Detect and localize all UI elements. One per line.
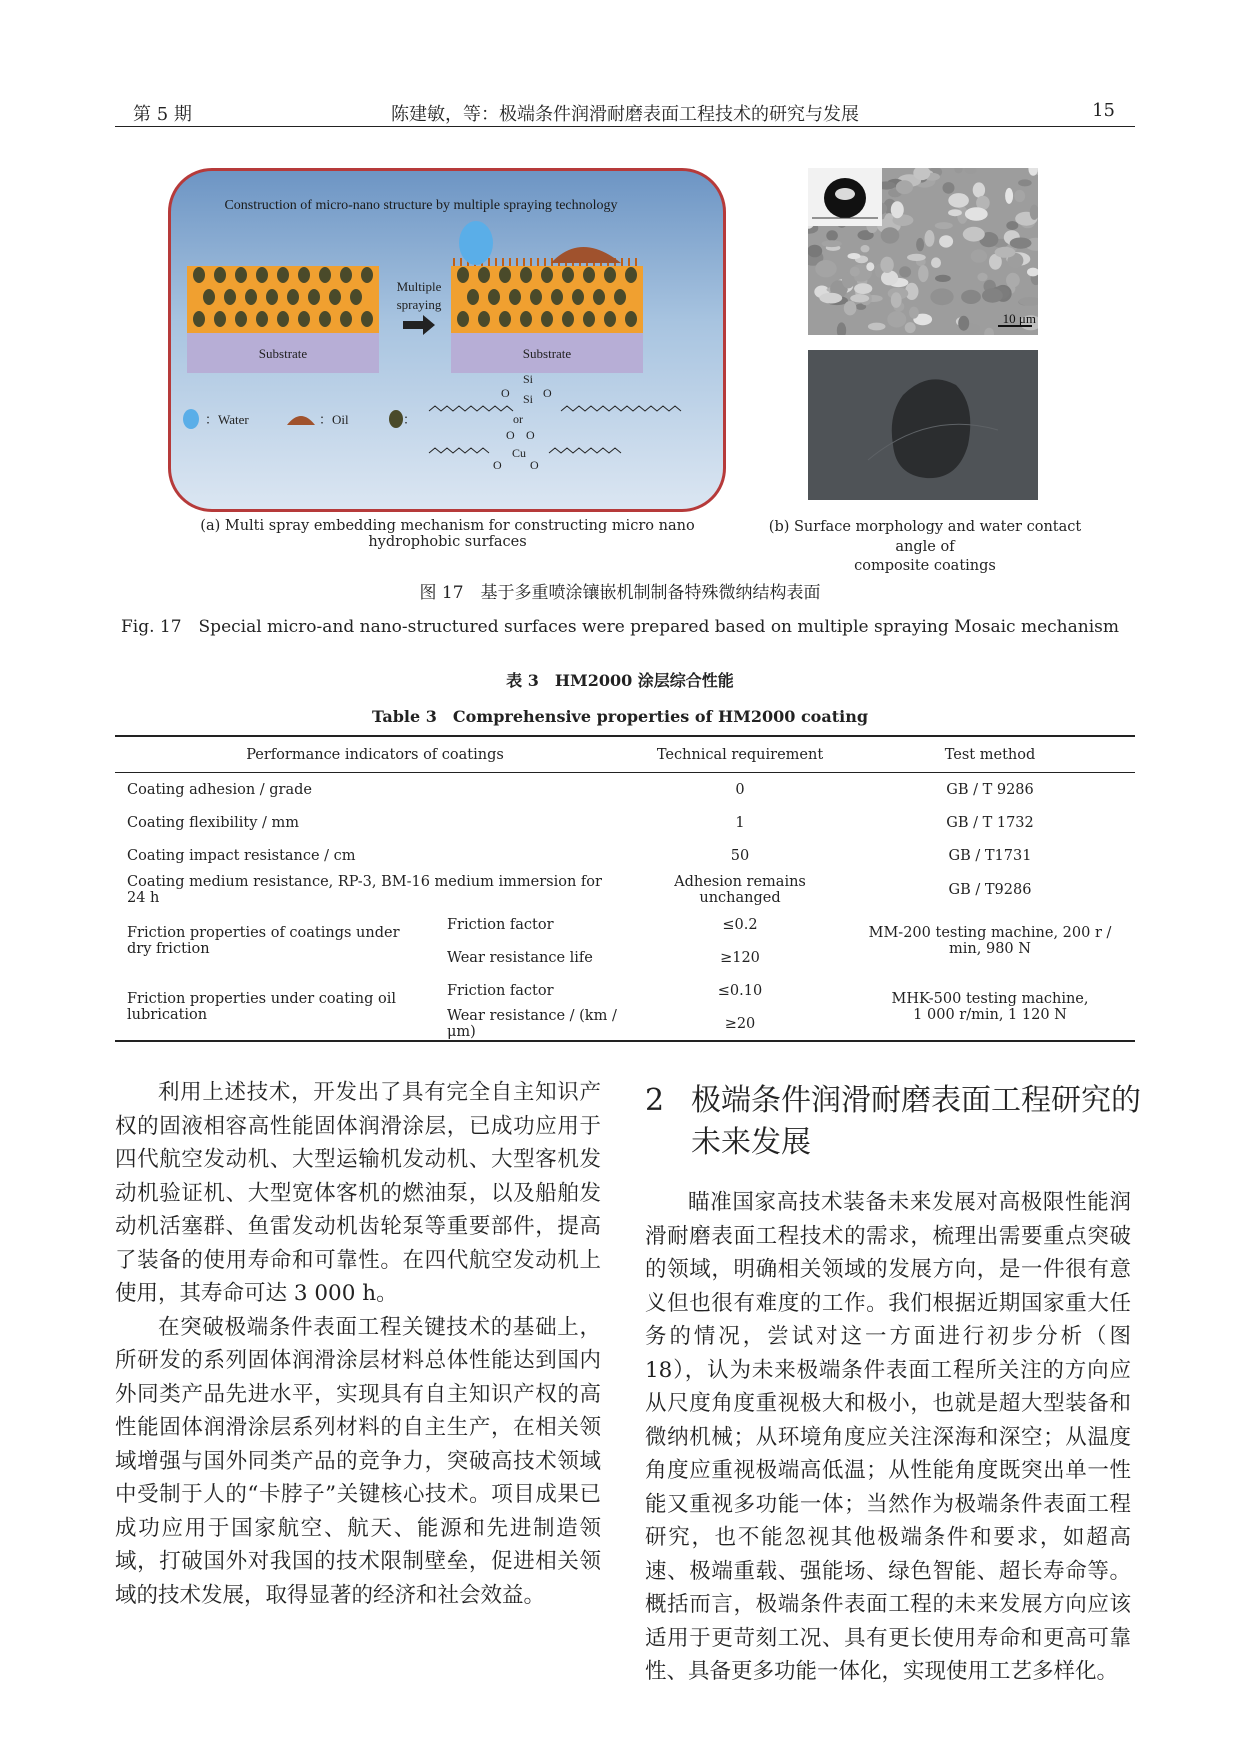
table-cell: 0 [735,781,745,798]
particle [541,267,553,283]
sem-grain [896,180,913,194]
particle [509,289,521,305]
particle [298,267,310,283]
table-cell: Coating flexibility / mm [127,814,300,831]
particle [224,289,236,305]
table-caption-en: Table 3 Comprehensive properties of HM2000 coating [371,707,869,726]
table-cell-line: unchanged [699,890,781,906]
table-header: Technical requirement [635,736,845,773]
particle [457,267,469,283]
left-column [115,1076,601,1612]
running-title: 陈建敏，等：极端条件润滑耐磨表面工程技术的研究与发展 [391,104,859,125]
table-cell: Friction factor [447,916,554,933]
properties-table [115,735,1135,1042]
table-cell: 1 [735,814,745,831]
particle [530,289,542,305]
alkyl-chain-1 [429,406,513,411]
table-cell: Wear resistance / (km / μm) [447,1007,617,1040]
sem-grain [907,254,926,261]
legend-particle: ： [403,412,417,427]
sem-grain [905,322,916,333]
page-number: 15 [1092,100,1115,121]
particle [319,311,331,327]
table-cell [635,872,845,908]
table-cell: Wear resistance life [447,949,593,966]
figure-caption-en: Fig. 17 Special micro-and nano-structured surfaces were prepared based on multiple spraying Mosaic mechanism [120,617,1119,637]
sem-grain [971,249,987,262]
table-cell: GB / T 1732 [946,814,1034,831]
table-cell: 50 [730,847,750,864]
particle [256,311,268,327]
particle [256,267,268,283]
alkyl-chain-4 [549,448,621,453]
sem-grain [891,201,904,218]
legend-particle-icon [389,410,403,428]
particle [287,289,299,305]
sem-grain [925,230,935,247]
table-row [115,974,1135,1007]
scale-bar-label: 10 μm [1002,311,1036,326]
table-row [115,908,1135,941]
table-cell-line: Adhesion remains [674,874,806,890]
figure-caption-cn: 图 17 基于多重喷涂镶嵌机制制备特殊微纳结构表面 [419,583,821,603]
sem-grain [935,222,953,229]
particle [266,289,278,305]
particle [583,267,595,283]
sem-grain [881,227,900,243]
chem-si-bottom: Si [523,392,534,406]
sem-grain [850,294,869,302]
sem-grain [943,182,955,194]
particle [340,311,352,327]
sem-grain [815,260,836,277]
legend-water: ：Water [205,412,249,427]
figure-b-caption-line1: (b) Surface morphology and water contact angle of [768,519,1082,555]
arrow-label-2: spraying [396,297,442,312]
substrate-label-left: Substrate [258,346,308,361]
particle [235,311,247,327]
particle [562,267,574,283]
table-cell [115,908,435,974]
particle [277,311,289,327]
table-row [115,872,1135,908]
particle [467,289,479,305]
figure-b-caption [760,518,1090,577]
figure-a-title: Construction of micro-nano structure by multiple spraying technology [224,198,618,213]
particle [604,311,616,327]
sem-grain [1018,179,1032,186]
section-title: 极端条件润滑耐磨表面工程研究的未来发展 [691,1083,1141,1160]
running-header [115,98,1135,128]
sem-grain [948,209,962,216]
table-caption-cn: 表 3 HM2000 涂层综合性能 [506,671,734,690]
sem-grain [1006,221,1018,230]
sem-grain [973,182,985,197]
sem-grain [930,288,953,305]
particle [478,267,490,283]
particle [520,267,532,283]
sem-grain [935,275,951,282]
figure-a-schematic [168,168,726,512]
chem-or: or [513,412,523,426]
sem-grain [961,290,981,304]
sem-grain [868,323,886,331]
chem-si-top: Si [523,372,534,386]
legend-oil: ：Oil [319,412,349,427]
particle [551,289,563,305]
particle [235,267,247,283]
table-cell: ≥20 [724,1015,756,1032]
particle [193,311,205,327]
sem-grain [939,235,953,247]
sem-grain [916,238,924,251]
issue-number: 第 5 期 [133,104,192,125]
particle [193,267,205,283]
substrate-label-right: Substrate [522,346,572,361]
sem-grain [880,257,893,273]
particle [604,267,616,283]
paragraph: 瞄准国家高技术装备未来发展对高极限性能润滑耐磨表面工程技术的需求，梳理出需要重点突破的领域，明确相关领域的发展方向，是一件很有意义但也很有难度的工作。我们根据近期国家重大任务的情况，尝试对这一方面进行初步分析（图 18），认为未来极端条件表面工程所关注的方向应从尺度角度重视极大和极小，也就是超大型装备和微纳机械；从环境角度应关注深海和深空；从温度角度应重视极端高低温；从性能角度既突出单一性能又重视多功能一体；当然作为极端条件表面工程研究，也不能忽视其他极端条件和要求，如超高速、极端重载、强能场、绿色智能、超长寿命等。概括而言，极端条件表面工程的未来发展方向应该适用于更苛刻工况、具有更长使用寿命和更高可靠性、具备更多功能一体化，实现使用工艺多样化。 [645,1190,1131,1684]
table-cell-line: MHK-500 testing machine, [891,991,1089,1007]
right-column [645,1186,1131,1689]
table-row [115,806,1135,839]
table-cell: GB / T9286 [948,882,1032,898]
particle [329,289,341,305]
table-cell: Friction factor [447,982,554,999]
sem-grain [982,288,1003,302]
table-cell-line: 1 000 r/min, 1 120 N [913,1007,1067,1023]
sem-grain [826,230,838,241]
table-row [115,839,1135,872]
table-cell: MM-200 testing machine, 200 r / min, 980 N [868,925,1112,957]
sem-grain [1010,238,1032,249]
particle [593,289,605,305]
sem-grain [1005,188,1013,204]
figure-b-caption-line2: composite coatings [854,558,996,575]
particle [488,289,500,305]
particle [245,289,257,305]
arrow-right-icon [403,315,435,335]
sem-grain [918,265,928,282]
sem-grain [948,193,969,208]
sem-grain [965,207,988,221]
particle [572,289,584,305]
oil-droplet [551,247,621,263]
chem-o-1: O [501,386,510,400]
particle [361,267,373,283]
particle [340,267,352,283]
sem-grain [854,283,872,294]
table-header: Test method [845,736,1135,773]
coating-surface-photo [808,350,1038,500]
particle [499,311,511,327]
particle [214,267,226,283]
chem-o-6: O [530,458,539,472]
particle [625,311,637,327]
table-cell-line: Friction properties of coatings under [127,925,400,941]
legend-water-icon [183,409,199,429]
particle [478,311,490,327]
table-cell: Coating medium resistance, RP-3, BM-16 medium immersion for 24 h [127,874,602,906]
figure-a-drawing [171,171,723,509]
table-header: Performance indicators of coatings [115,736,635,773]
sem-grain [899,266,911,277]
water-droplet [459,221,493,265]
sem-micrograph [808,168,1038,335]
chem-o-4: O [526,428,535,442]
particle [520,311,532,327]
section-number: 2 [645,1083,665,1118]
sem-grain [1006,273,1020,288]
table-cell: ≥120 [720,949,760,966]
particle [308,289,320,305]
particle [457,311,469,327]
particle [625,267,637,283]
sem-grain [822,240,842,247]
table-cell: ≤0.2 [722,916,758,933]
arrow-label-1: Multiple [396,279,442,294]
table-cell: GB / T1731 [948,847,1032,864]
sem-grain [887,311,906,327]
particle [499,267,511,283]
sem-grain [995,247,1016,258]
table-cell-line: dry friction [127,941,210,957]
chem-o-2: O [543,386,552,400]
sem-grain [963,227,985,242]
sem-grain [977,273,987,282]
sem-grain [931,257,941,268]
sem-grain [909,307,919,319]
alkyl-chain-3 [429,448,489,453]
table-cell: ≤0.10 [717,982,763,999]
alkyl-chain-2 [561,406,681,411]
figure-a-caption: (a) Multi spray embedding mechanism for constructing micro nano hydrophobic surfaces [200,518,695,550]
table-header-row [115,736,1135,773]
legend-oil-icon [287,416,315,425]
paragraph: 利用上述技术，开发出了具有完全自主知识产权的固液相容高性能固体润滑涂层，已成功应用于四代航空发动机、大型运输机发动机、大型客机发动机验证机、大型宽体客机的燃油泵，以及船舶发动机活塞群、鱼雷发动机齿轮泵等重要部件，提高了装备的使用寿命和可靠性。在四代航空发动机上使用，其寿命可达 3 000 h。 [115,1080,601,1306]
particle [214,311,226,327]
particle [277,267,289,283]
table-cell: Coating adhesion / grade [127,781,312,798]
table-row [115,773,1135,807]
particle [541,311,553,327]
particle [350,289,362,305]
particle [562,311,574,327]
chem-o-5: O [493,458,502,472]
chem-o-3: O [506,428,515,442]
sem-grain [866,262,874,271]
sem-grain [848,253,861,259]
particle [319,267,331,283]
particle [583,311,595,327]
sem-grain [881,270,898,285]
table-cell: GB / T 9286 [946,781,1034,798]
sem-grain [844,301,857,315]
table-cell [845,974,1135,1041]
paragraph: 在突破极端条件表面工程关键技术的基础上，所研发的系列固体润滑涂层材料总体性能达到国内外同类产品先进水平，实现具有自主知识产权的高性能固体润滑涂层系列材料的自主生产，在相关领域增强与国外同类产品的竞争力，突破高技术领域中受制于人的“卡脖子”关键核心技术。项目成果已成功应用于国家航空、航天、能源和先进制造领域，打破国外对我国的技术限制壁垒，促进相关领域的技术发展，取得显著的经济和社会效益。 [115,1314,601,1608]
particle [203,289,215,305]
sem-grain [891,292,902,308]
sem-grain [850,267,860,277]
sem-grain [819,293,842,304]
particle [614,289,626,305]
table-cell: Coating impact resistance / cm [127,847,356,864]
particle [298,311,310,327]
sem-grain [861,245,870,252]
sem-grain [1014,190,1025,202]
particle [361,311,373,327]
header-rule [115,126,1135,127]
table-cell: Friction properties under coating oil lubrication [127,991,397,1023]
chem-cu: Cu [512,446,527,460]
sem-grain [958,316,969,331]
